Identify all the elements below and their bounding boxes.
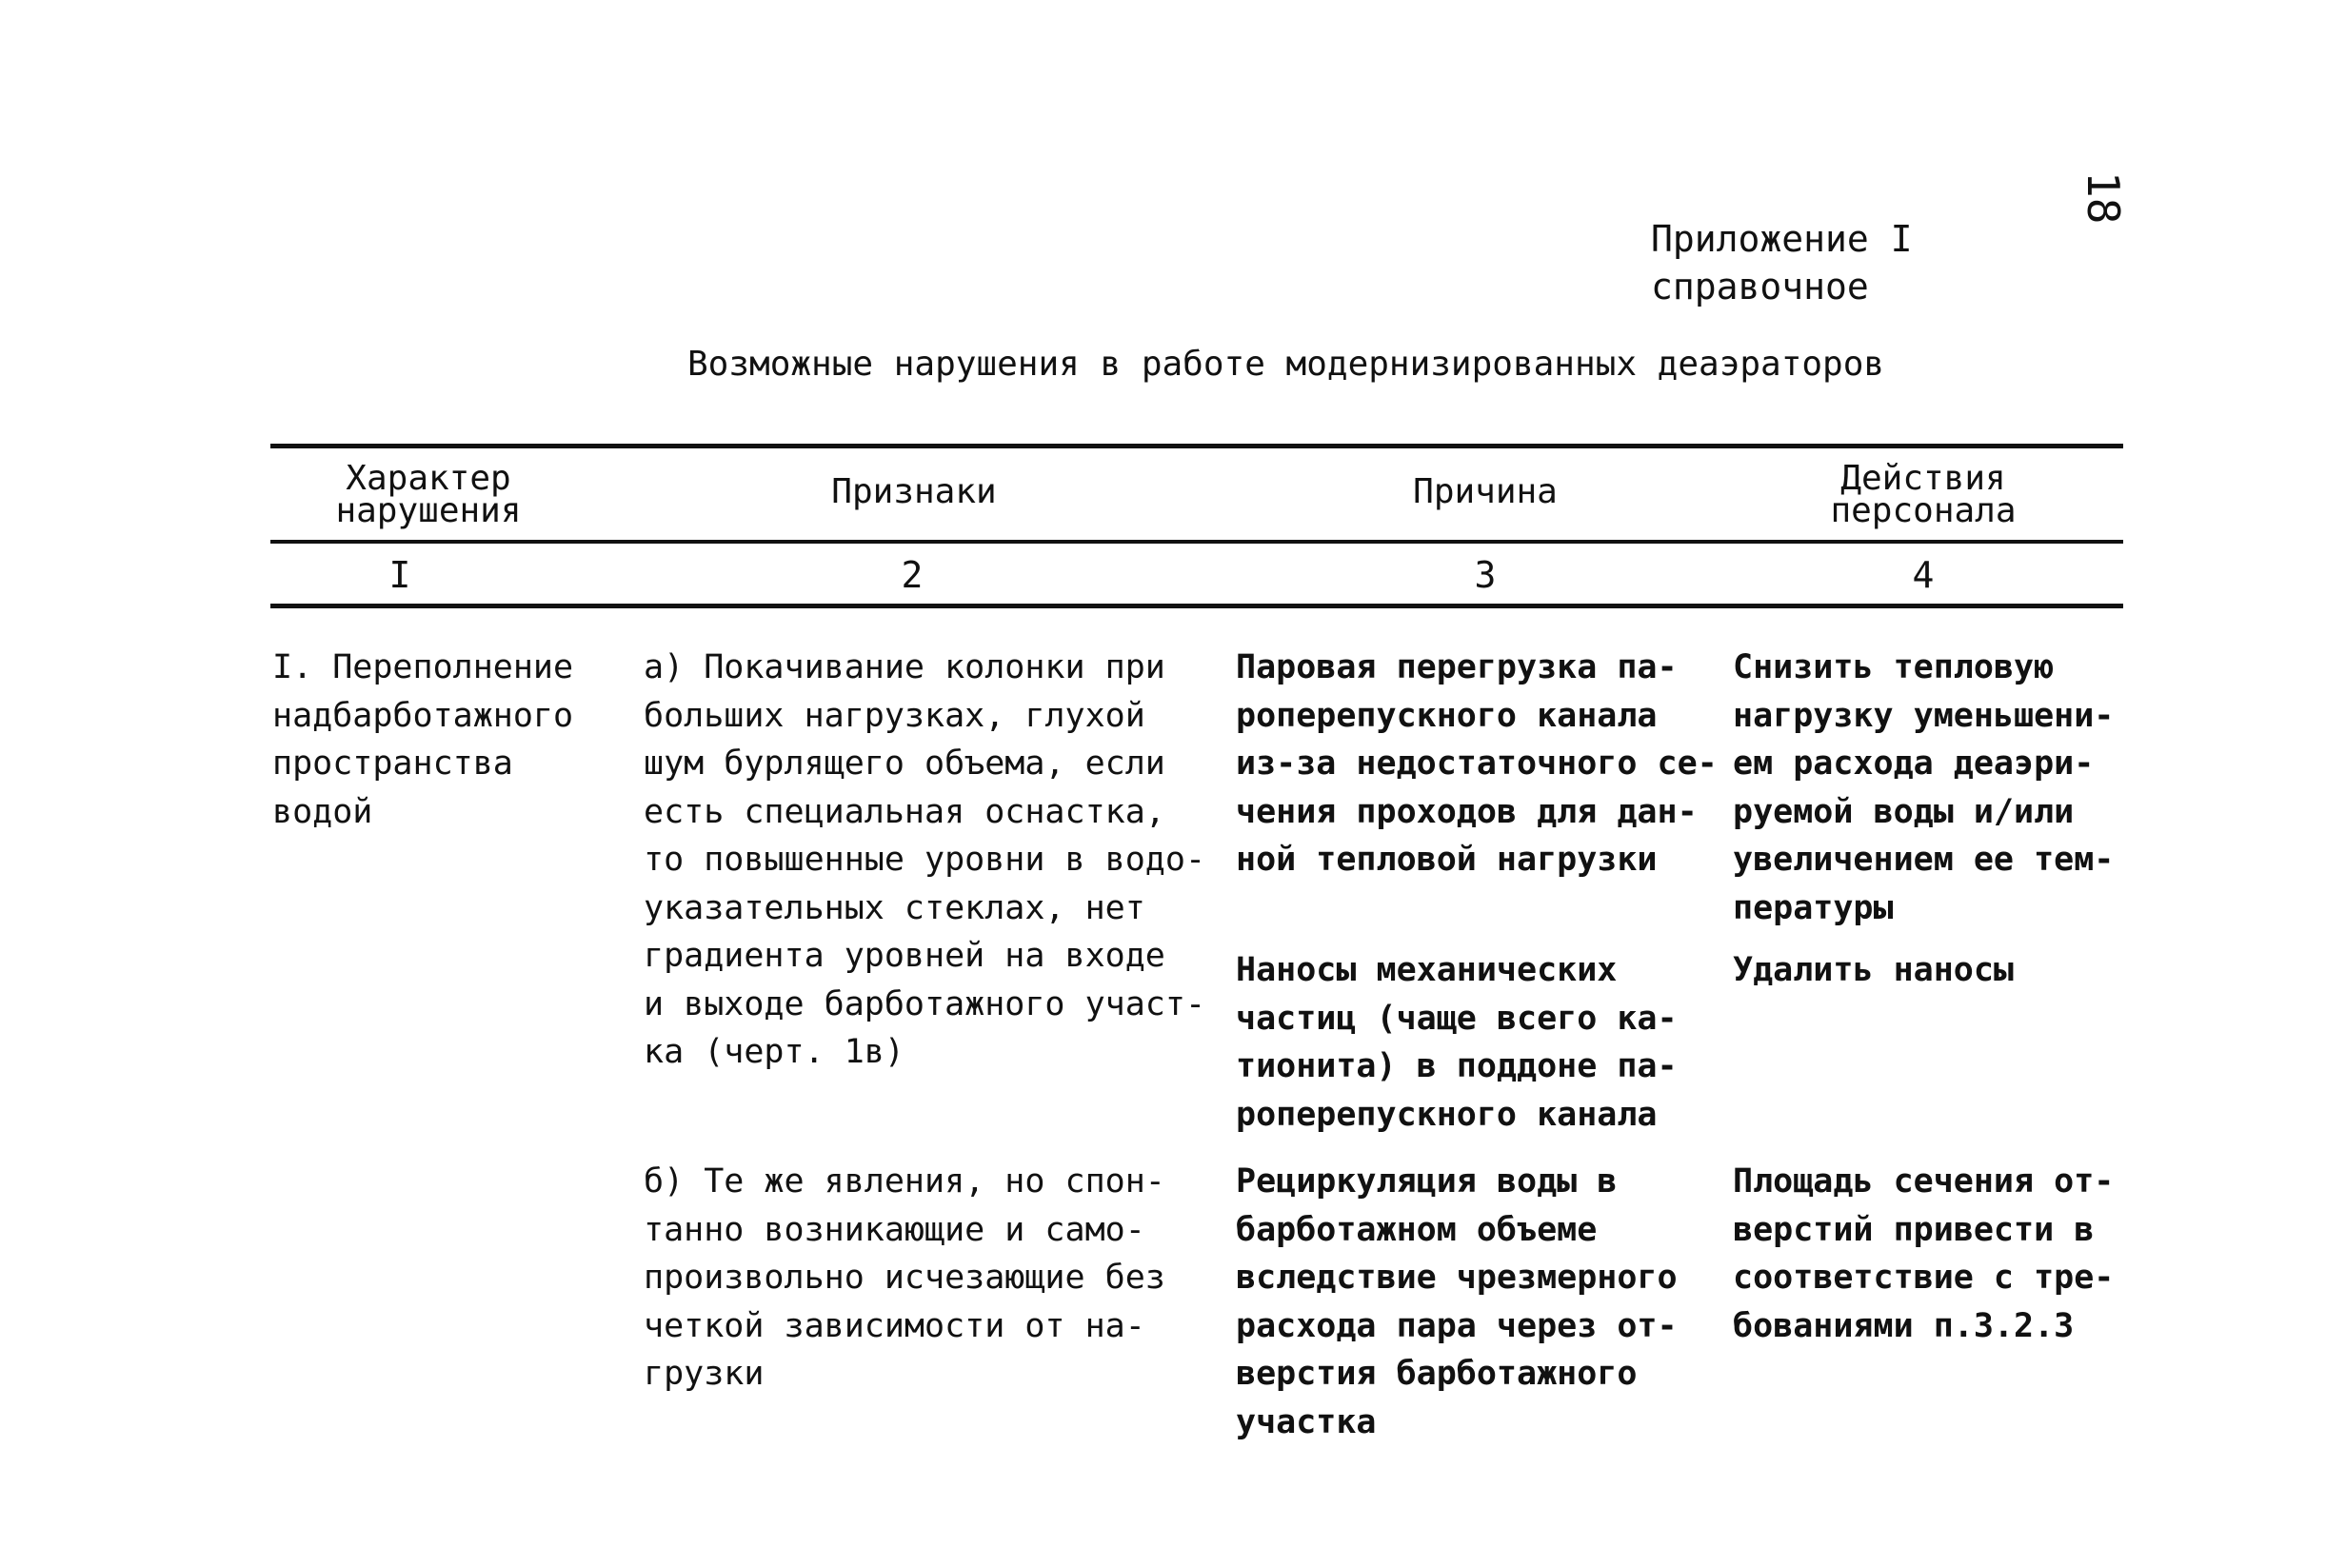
table-header-rule [270, 540, 2123, 544]
page-title: Возможные нарушения в работе модернизированных деаэраторов [687, 345, 1885, 384]
cell-sign-b: б) Те же явления, но спон- танно возникающие и само- произвольно исчезающие без четкой зависимости от на- грузки [644, 1162, 1165, 1393]
header-signs: Признаки [831, 472, 997, 511]
cell-sign-a: а) Покачивание колонки при больших нагрузках, глухой шум бурлящего объема, если есть специальная оснастка, то повышенные уровни в водо- указательных стеклах, нет градиента уровней на входе и выходе барботажного участ- ка (черт. 1в) [644, 648, 1206, 1071]
column-number-3: 3 [1474, 554, 1497, 596]
header-cause: Причина [1413, 472, 1558, 511]
table-number-rule [270, 604, 2123, 608]
appendix-line-2: справочное [1651, 266, 1869, 308]
header-character: Характер нарушения [335, 459, 522, 530]
cell-cause-a2: Наносы механических частиц (чаще всего ка- тионита) в поддоне па- роперепускного канала [1236, 951, 1678, 1134]
column-number-1: I [388, 554, 411, 596]
appendix-label [1651, 215, 1913, 310]
cell-cause-b: Рециркуляция воды в барботажном объеме вследствие чрезмерного расхода пара через от- верстия барботажного участка [1236, 1162, 1678, 1441]
page-number: 18 [2078, 171, 2129, 225]
column-number-2: 2 [901, 554, 924, 596]
cell-action-a1: Снизить тепловую нагрузку уменьшени- ем расхода деаэри- руемой воды и/или увеличением ее тем- пературы [1733, 648, 2115, 927]
cell-violation-character: I. Переполнение надбарботажного пространства водой [272, 648, 574, 831]
appendix-line-1: Приложение I [1651, 218, 1913, 260]
header-actions: Действия персонала [1830, 459, 2017, 530]
cell-cause-a1: Паровая перегрузка па- роперепускного канала из-за недостаточного се- чения проходов для дан- ной тепловой нагрузки [1236, 648, 1718, 879]
column-number-4: 4 [1912, 554, 1935, 596]
cell-action-b: Площадь сечения от- верстий привести в соответствие с тре- бованиями п.3.2.3 [1733, 1162, 2115, 1345]
cell-action-a2: Удалить наносы [1733, 951, 2015, 989]
table-top-rule [270, 444, 2123, 448]
